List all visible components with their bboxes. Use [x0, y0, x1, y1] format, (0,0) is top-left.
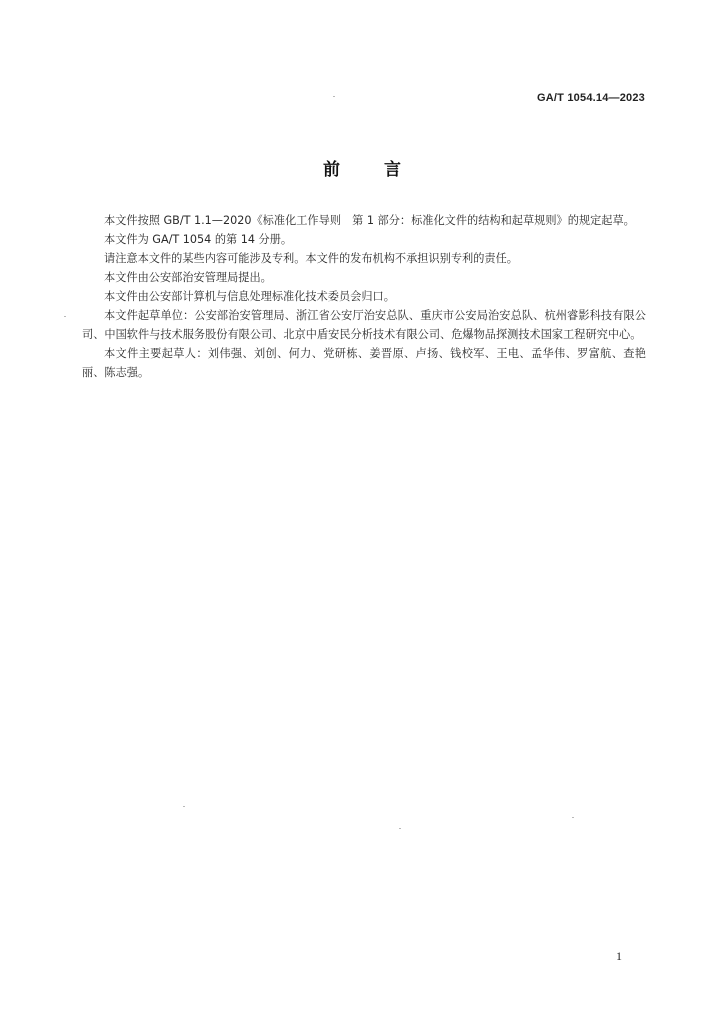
title-char-1: 前 [323, 160, 340, 180]
paragraph-technical-committee: 本文件由公安部计算机与信息处理标准化技术委员会归口。 [104, 290, 395, 303]
page-number: 1 [616, 949, 622, 963]
paragraph-drafting-basis: 本文件按照 GB/T 1.1—2020《标准化工作导则 第 1 部分：标准化文件的结构和起草规则》的规定起草。 [104, 214, 635, 227]
scan-speck [183, 806, 185, 807]
page-title [0, 155, 724, 180]
paragraph-patent-notice: 请注意本文件的某些内容可能涉及专利。本文件的发布机构不承担识别专利的责任。 [104, 252, 518, 265]
title-char-2: 言 [384, 160, 401, 180]
paragraph-drafters: 本文件主要起草人：刘伟强、刘创、何力、党研栋、姜晋原、卢扬、钱校军、王电、孟华伟、罗富航、查艳丽、陈志强。 [82, 347, 646, 379]
paragraph-drafting-units: 本文件起草单位：公安部治安管理局、浙江省公安厅治安总队、重庆市公安局治安总队、杭州睿影科技有限公司、中国软件与技术服务股份有限公司、北京中盾安民分析技术有限公司、危爆物品探测技术国家工程研究中心。 [82, 309, 646, 341]
scan-speck [399, 828, 401, 829]
scan-speck [64, 316, 66, 317]
paragraph-volume: 本文件为 GA/T 1054 的第 14 分册。 [104, 233, 293, 246]
document-code: GA/T 1054.14—2023 [537, 92, 645, 104]
scan-speck [333, 96, 335, 97]
foreword-body [82, 211, 646, 382]
scan-speck [572, 817, 574, 818]
paragraph-proposer: 本文件由公安部治安管理局提出。 [104, 271, 272, 284]
